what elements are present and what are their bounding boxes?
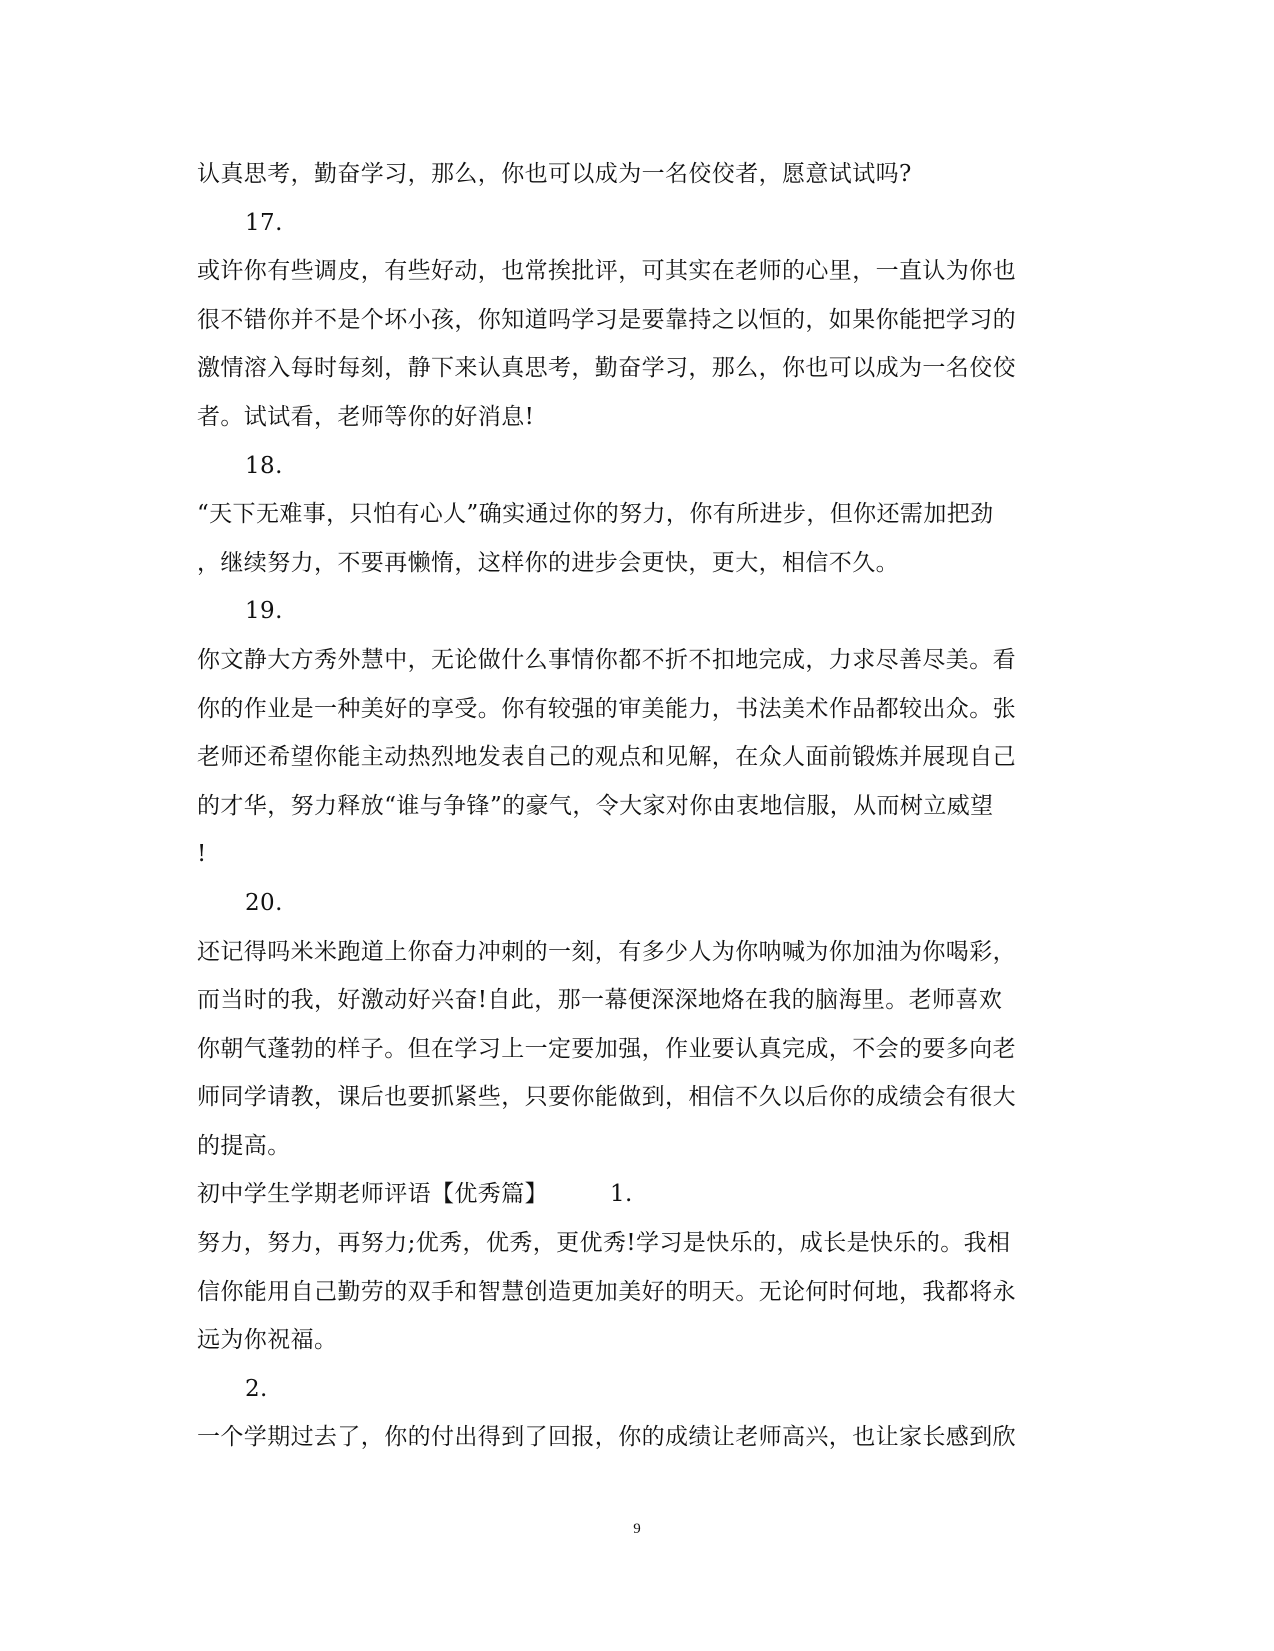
item-number: 18. (245, 452, 283, 479)
text-line: 努力，努力，再努力;优秀，优秀，更优秀!学习是快乐的，成长是快乐的。我相 (197, 1230, 1011, 1257)
text-line: 还记得吗米米跑道上你奋力冲刺的一刻，有多少人为你呐喊为你加油为你喝彩， (197, 938, 1016, 965)
text-line: 激情溶入每时每刻，静下来认真思考，勤奋学习，那么，你也可以成为一名佼佼 (197, 355, 1016, 382)
text-line: 认真思考，勤奋学习，那么，你也可以成为一名佼佼者，愿意试试吗? (197, 161, 912, 187)
text-line: 很不错你并不是个坏小孩，你知道吗学习是要靠持之以恒的，如果你能把学习的 (197, 306, 1016, 333)
document-body (197, 150, 1077, 1462)
text-line: 你朝气蓬勃的样子。但在学习上一定要加强，作业要认真完成，不会的要多向老 (197, 1035, 1016, 1062)
text-line: 信你能用自己勤劳的双手和智慧创造更加美好的明天。无论何时何地，我都将永 (197, 1278, 1016, 1305)
text-line: “天下无难事，只怕有心人”确实通过你的努力，你有所进步，但你还需加把劲 (197, 501, 994, 528)
text-line: 老师还希望你能主动热烈地发表自己的观点和见解，在众人面前锻炼并展现自己 (197, 744, 1016, 771)
text-line: ! (197, 841, 207, 868)
text-line: 者。试试看，老师等你的好消息! (197, 403, 535, 430)
section-heading-line (197, 1170, 1077, 1219)
text-line: 你文静大方秀外慧中，无论做什么事情你都不折不扣地完成，力求尽善尽美。看 (197, 646, 1016, 673)
text-line: 一个学期过去了，你的付出得到了回报，你的成绩让老师高兴，也让家长感到欣 (197, 1424, 1016, 1451)
text-line: 而当时的我，好激动好兴奋!自此，那一幕便深深地烙在我的脑海里。老师喜欢 (197, 987, 1003, 1014)
item-number: 1. (610, 1181, 633, 1208)
section-heading: 初中学生学期老师评语【优秀篇】 (197, 1181, 548, 1208)
text-line: 的提高。 (197, 1132, 291, 1159)
text-line: 你的作业是一种美好的享受。你有较强的审美能力，书法美术作品都较出众。张 (197, 695, 1016, 722)
text-line: 远为你祝福。 (197, 1327, 338, 1354)
item-number: 2. (245, 1375, 268, 1402)
item-number: 20. (245, 889, 283, 916)
text-line: 或许你有些调皮，有些好动，也常挨批评，可其实在老师的心里，一直认为你也 (197, 258, 1016, 285)
item-number: 19. (245, 598, 283, 625)
text-line: 的才华，努力释放“谁与争锋”的豪气，令大家对你由衷地信服，从而树立威望 (197, 792, 994, 819)
text-line: 师同学请教，课后也要抓紧些，只要你能做到，相信不久以后你的成绩会有很大 (197, 1084, 1016, 1111)
page-number: 9 (633, 1521, 641, 1537)
text-line: ，继续努力，不要再懒惰，这样你的进步会更快，更大，相信不久。 (197, 549, 899, 576)
item-number: 17. (245, 209, 283, 236)
